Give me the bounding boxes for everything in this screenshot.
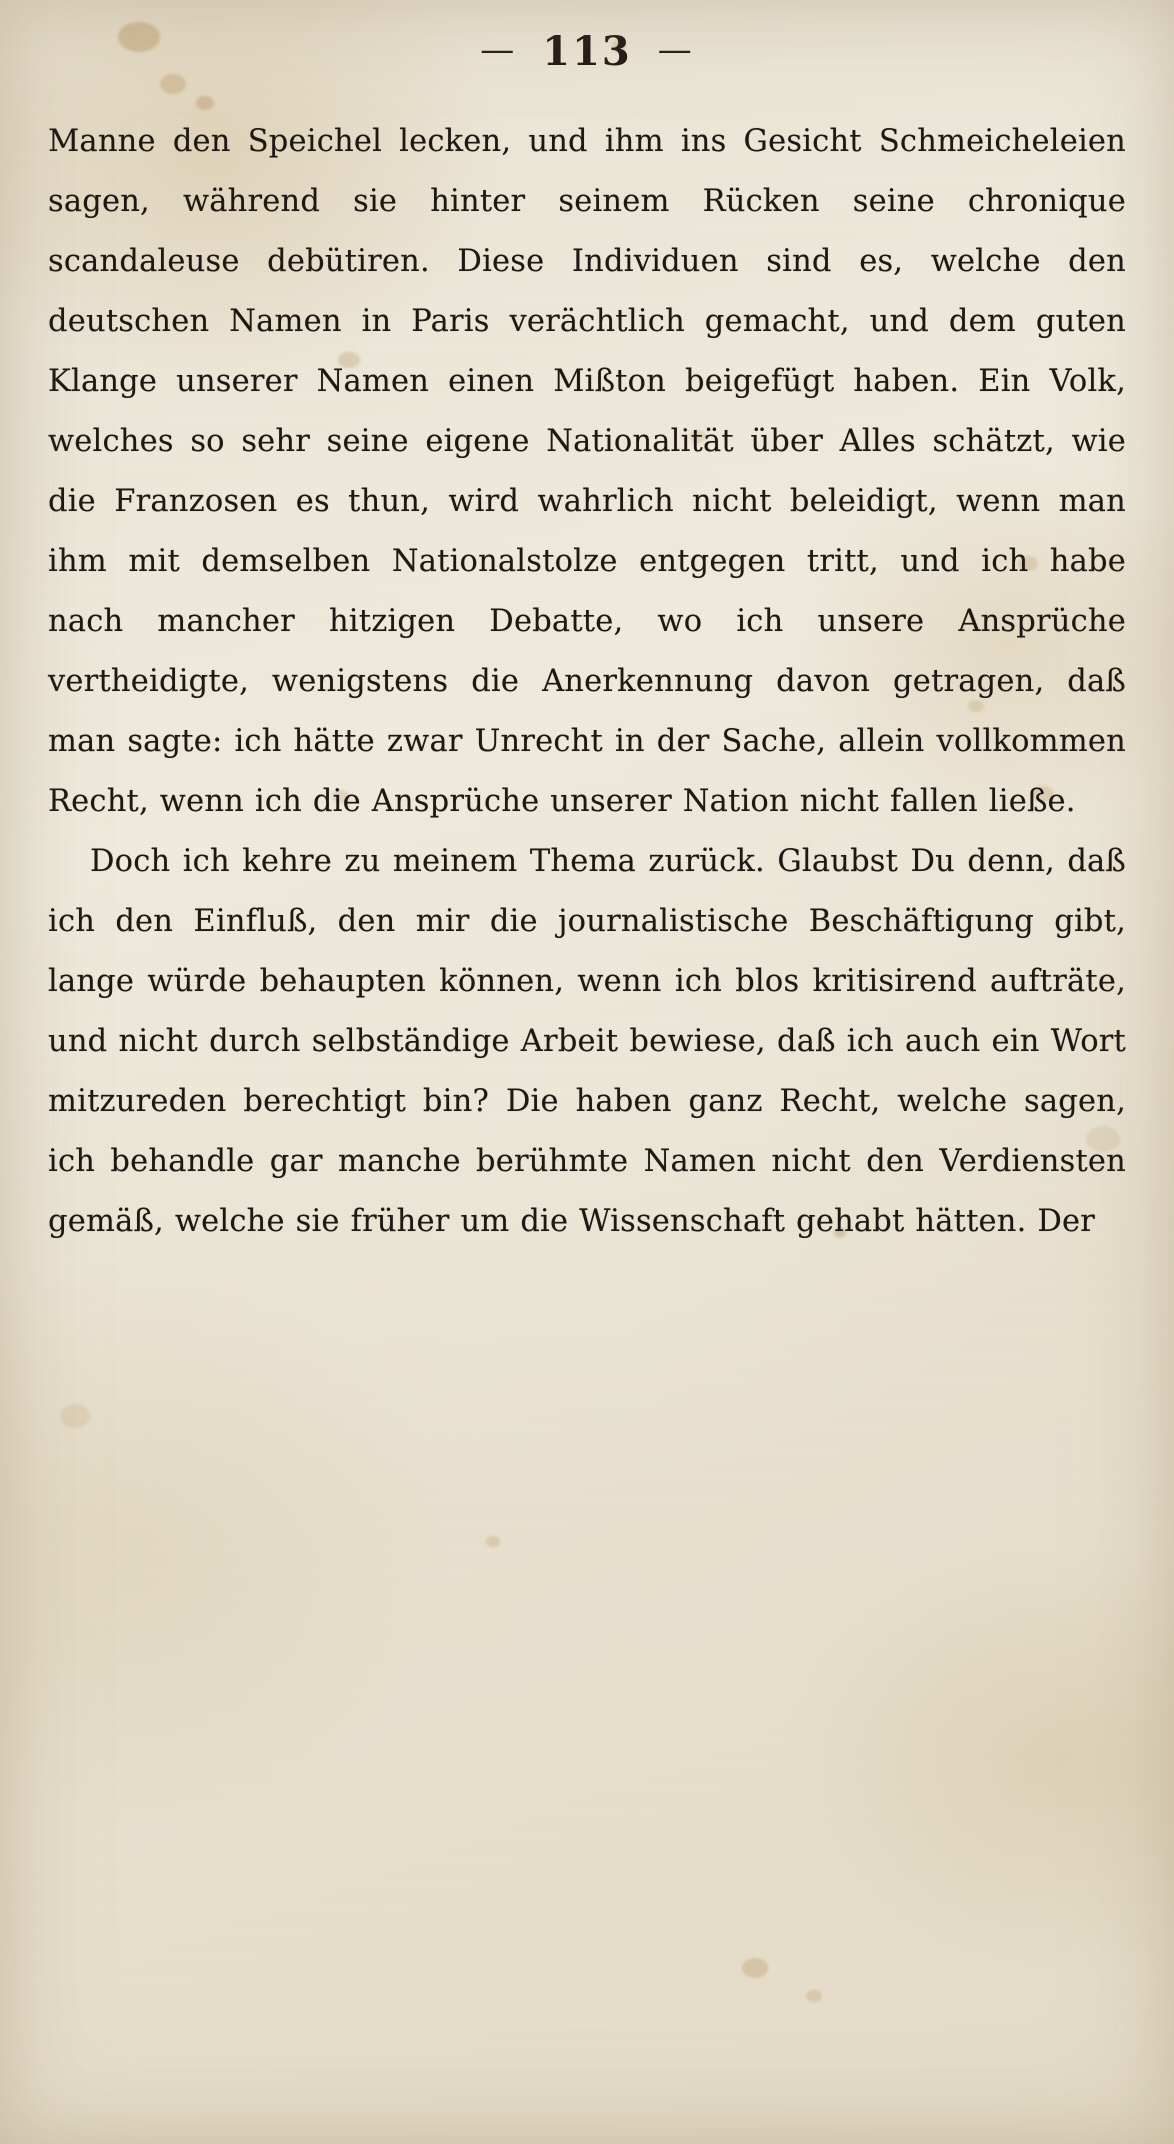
foxing-spot: [60, 1404, 90, 1428]
foxing-spot: [196, 96, 214, 110]
paragraph: Manne den Speichel lecken, und ihm ins Gesicht Schmeicheleien sagen, während sie hinter seinem Rücken seine chronique scandaleuse debütiren. Diese Individuen sind es, welche den deutschen Namen in Paris verächtlich gemacht, und dem guten Klange unserer Namen einen Mißton beigefügt haben. Ein Volk, welches so sehr seine eigene Nationalität über Alles schätzt, wie die Franzosen es thun, wird wahrlich nicht beleidigt, wenn man ihm mit demselben Nationalstolze entgegen tritt, und ich habe nach mancher hitzigen Debatte, wo ich unsere Ansprüche vertheidigte, wenigstens die Anerkennung davon getragen, daß man sagte: ich hätte zwar Unrecht in der Sache, allein vollkommen Recht, wenn ich die Ansprüche unserer Nation nicht fallen ließe.: [48, 124, 1126, 819]
foxing-spot: [806, 1990, 822, 2002]
foxing-spot: [486, 1536, 500, 1547]
foxing-spot: [742, 1958, 768, 1978]
paragraph: Doch ich kehre zu meinem Thema zurück. Glaubst Du denn, daß ich den Einfluß, den mir die journalistische Beschäftigung gibt, lange würde behaupten können, wenn ich blos kritisirend aufträte, und nicht durch selbständige Arbeit bewiese, daß ich auch ein Wort mitzureden berechtigt bin? Die haben ganz Recht, welche sagen, ich behandle gar manche berühmte Namen nicht den Verdiensten gemäß, welche sie früher um die Wissenschaft gehabt hätten. Der: [48, 844, 1126, 1239]
header-dash-left: —: [480, 30, 517, 70]
header-dash-right: —: [657, 30, 694, 70]
foxing-spot: [160, 74, 186, 94]
page-number: 113: [542, 28, 632, 75]
page-header: [0, 28, 1174, 75]
body-text: [48, 112, 1126, 1252]
